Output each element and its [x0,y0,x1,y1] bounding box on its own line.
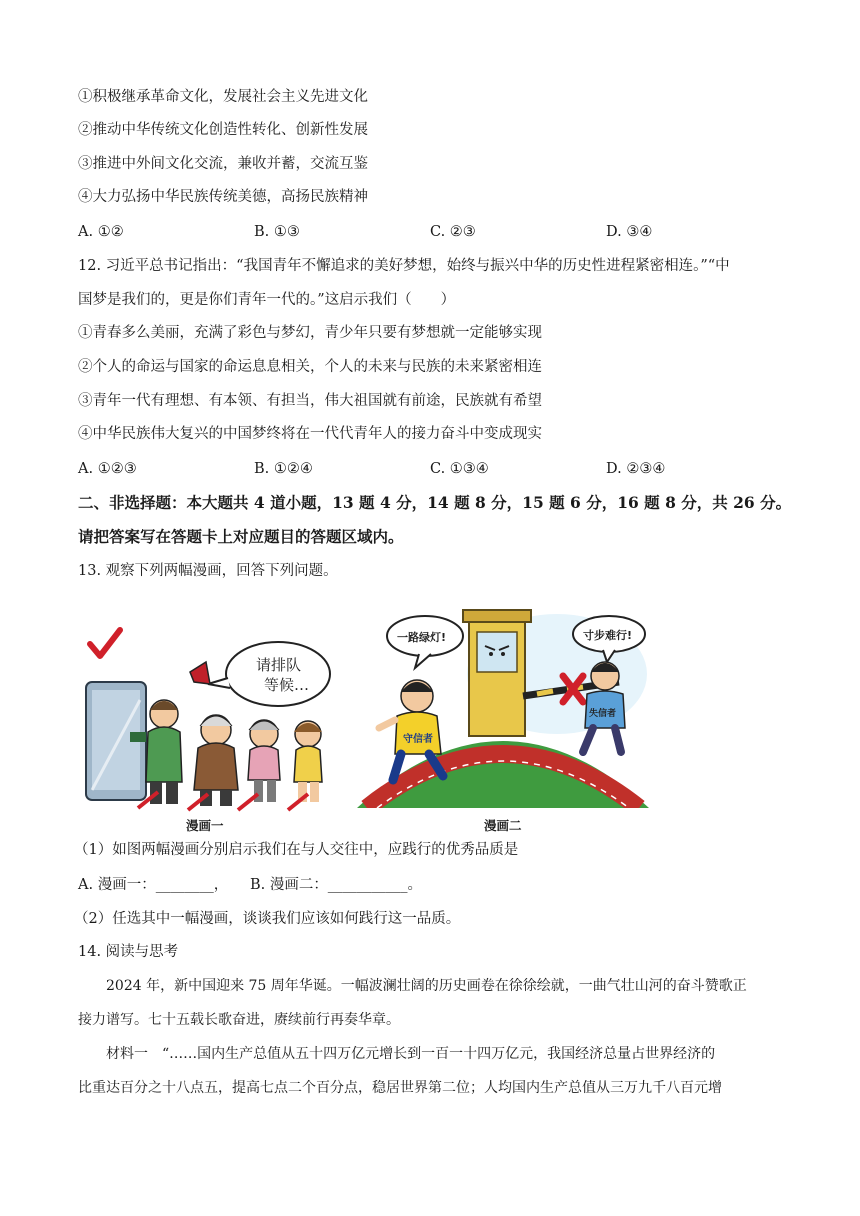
q14-stem: 14. 阅读与思考 [78,944,179,960]
shirt-right-text: 失信者 [589,709,617,719]
q12-item-3: ③青年一代有理想、有本领、有担当，伟大祖国就有前途，民族就有希望 [78,393,542,409]
q12-item-2: ②个人的命运与国家的命运息息相关，个人的未来与民族的未来紧密相连 [78,359,542,375]
q11-option-c: C. ②③ [430,224,476,240]
q11-option-d: D. ③④ [606,224,653,240]
bubble-left-text: 一路绿灯! [397,631,447,644]
section2-heading-line2: 请把答案写在答题卡上对应题目的答题区域内。 [78,527,404,546]
q12-option-b: B. ①②④ [254,461,313,477]
q14-para2-line1: 材料一 “……国内生产总值从五十四万亿元增长到一百一十四万亿元，我国经济总量占世界经济的 [106,1046,716,1062]
cartoon-2-image [357,604,649,808]
shirt-left-text: 守信者 [403,734,433,745]
q14-para1-line2: 接力谱写。七十五载长歌奋进，赓续前行再奏华章。 [78,1012,400,1028]
q12-option-d: D. ②③④ [606,461,666,477]
cartoon-1-image [78,622,340,812]
q11-item-3: ③推进中外间文化交流，兼收并蓄，交流互鉴 [78,156,368,172]
speech-bubble [226,642,330,706]
q12-stem-line1: 12. 习近平总书记指出：“我国青年不懈追求的美好梦想，始终与振兴中华的历史性进程紧密相连。”“中 [78,258,730,274]
q12-option-c: C. ①③④ [430,461,489,477]
section2-heading-line1: 二、非选择题：本大题共 4 道小题，13 题 4 分，14 题 8 分，15 题 6 分，16 题 8 分，共 26 分。 [78,493,792,512]
q12-stem-line2: 国梦是我们的，更是你们青年一代的。”这启示我们（ ） [78,292,456,308]
q13-stem: 13. 观察下列两幅漫画，回答下列问题。 [78,563,338,579]
q13-sub1-answer: A. 漫画一：________， B. 漫画二：___________。 [78,877,423,893]
cartoon-1-caption: 漫画一 [186,818,224,833]
megaphone-icon [190,662,210,684]
q14-para1-line1: 2024 年，新中国迎来 75 周年华诞。一幅波澜壮阔的历史画卷在徐徐绘就，一曲气壮山河的奋斗赞歌正 [106,978,747,994]
bubble-right-text: 寸步难行! [583,629,633,642]
q11-item-2: ②推动中华传统文化创造性转化、创新性发展 [78,122,368,138]
q13-sub2: （2）任选其中一幅漫画，谈谈我们应该如何践行这一品质。 [74,911,461,927]
q11-item-1: ①积极继承革命文化，发展社会主义先进文化 [78,89,368,105]
q14-para2-line2: 比重达百分之十八点五，提高七点二个百分点，稳居世界第二位；人均国内生产总值从三万九千八百元增 [78,1080,722,1096]
cartoon-2-caption: 漫画二 [484,818,522,833]
check-mark-icon [90,630,120,656]
q11-option-a: A. ①② [78,224,124,240]
q13-sub1: （1）如图两幅漫画分别启示我们在与人交往中，应践行的优秀品质是 [74,842,519,858]
q12-item-1: ①青春多么美丽，充满了彩色与梦幻，青少年只要有梦想就一定能够实现 [78,325,542,341]
bubble-text-1: 请排队 [256,656,302,674]
bubble-text-2: 等候… [264,676,310,694]
q11-item-4: ④大力弘扬中华民族传统美德，高扬民族精神 [78,189,368,205]
q12-option-a: A. ①②③ [78,461,137,477]
q12-item-4: ④中华民族伟大复兴的中国梦终将在一代代青年人的接力奋斗中变成现实 [78,426,542,442]
q11-option-b: B. ①③ [254,224,300,240]
